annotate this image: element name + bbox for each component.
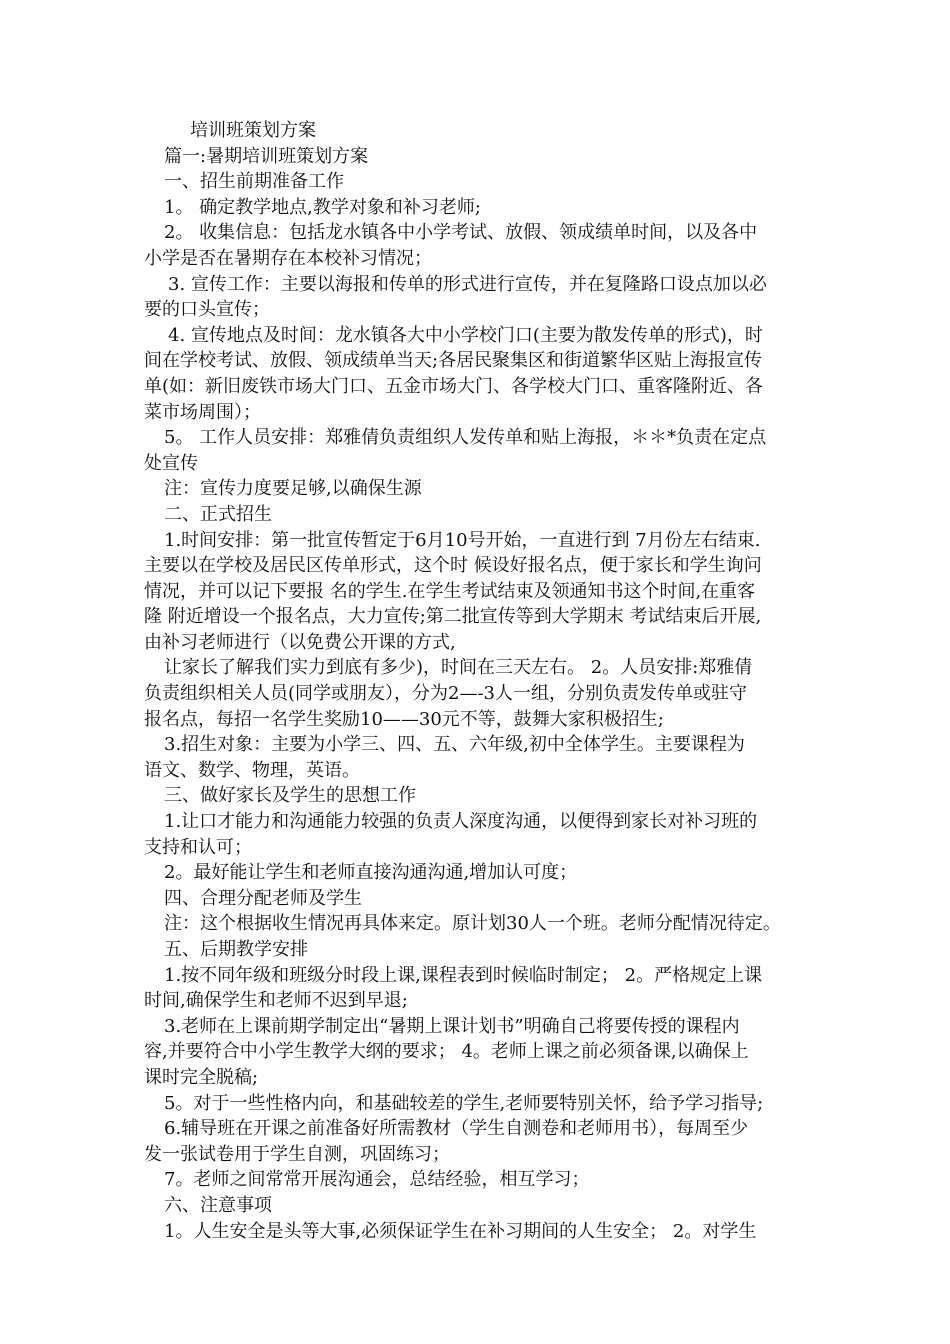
text-line: 情况，并可以记下要报 名的学生.在学生考试结束及领通知书这个时间,在重客 bbox=[144, 580, 756, 602]
text-line: 6.辅导班在开课之前准备好所需教材（学生自测卷和老师用书），每周至少 bbox=[164, 1118, 749, 1140]
text-line: 五、后期教学安排 bbox=[164, 939, 308, 960]
document-body bbox=[144, 144, 820, 1245]
text-line: 由补习老师进行（以免费公开课的方式, bbox=[144, 631, 456, 653]
text-line: 2。最好能让学生和老师直接沟通沟通,增加认可度； bbox=[164, 862, 578, 884]
text-line: 隆 附近增设一个报名点，大力宣传;第二批宣传等到大学期末 考试结束后开展, bbox=[144, 606, 762, 628]
text-line: 2。 收集信息：包括龙水镇各中小学考试、放假、领成绩单时间，以及各中 bbox=[164, 222, 758, 244]
text-line: 间在学校考试、放假、领成绩单当天;各居民聚集区和街道繁华区贴上海报宣传 bbox=[144, 350, 763, 372]
text-line: 菜市场周围）； bbox=[144, 401, 261, 423]
text-line: 单(如：新旧废铁市场大门口、五金市场大门、各学校大门口、重客隆附近、各 bbox=[144, 375, 764, 397]
text-line: 一、招生前期准备工作 bbox=[164, 171, 344, 193]
text-line: 5。 工作人员安排：郑雅倩负责组织人发传单和贴上海报，＊＊*负责在定点 bbox=[164, 427, 767, 449]
text-line: 1。 确定教学地点,教学对象和补习老师; bbox=[164, 196, 481, 218]
text-line: 报名点，每招一名学生奖励10——30元不等，鼓舞大家积极招生; bbox=[144, 708, 664, 730]
text-line: 小学是否在暑期存在本校补习情况； bbox=[144, 247, 432, 269]
text-line: 要的口头宣传； bbox=[144, 299, 270, 321]
text-line: 负责组织相关人员(同学或朋友），分为2—-3人一组，分别负责发传单或驻守 bbox=[144, 683, 748, 705]
text-line: 1。人生安全是头等大事,必须保证学生在补习期间的人生安全； 2。对学生 bbox=[164, 1220, 757, 1242]
text-line: 语文、数学、物理，英语。 bbox=[144, 759, 360, 781]
text-line: 四、合理分配老师及学生 bbox=[164, 887, 362, 909]
text-line: 让家长了解我们实力到底有多少)，时间在三天左右。 2。人员安排:郑雅倩 bbox=[164, 657, 753, 679]
document-title: 培训班策划方案 bbox=[190, 120, 316, 141]
text-line: 3.招生对象：主要为小学三、四、五、六年级,初中全体学生。主要课程为 bbox=[164, 734, 745, 756]
text-line: 时间,确保学生和老师不迟到早退; bbox=[144, 990, 408, 1012]
text-line: 支持和认可； bbox=[144, 836, 252, 858]
text-line: 主要以在学校及居民区传单形式，这个时 候设好报名点，便于家长和学生询问 bbox=[144, 555, 762, 577]
text-line: 容,并要符合中小学生教学大纲的要求； 4。老师上课之前必须备课,以确保上 bbox=[144, 1041, 749, 1063]
text-line: 六、注意事项 bbox=[164, 1194, 272, 1216]
text-line: 3.老师在上课前期学制定出“暑期上课计划书”明确自己将要传授的课程内 bbox=[164, 1015, 740, 1037]
text-line: 注：这个根据收生情况再具体来定。原计划30人一个班。老师分配情况待定。 bbox=[164, 913, 781, 935]
text-line: 3. 宣传工作：主要以海报和传单的形式进行宣传，并在复隆路口设点加以必 bbox=[168, 273, 767, 295]
text-line: 注：宣传力度要足够,以确保生源 bbox=[164, 478, 422, 500]
document-page bbox=[144, 118, 820, 1244]
text-line: 5。对于一些性格内向，和基础较差的学生,老师要特别关怀，给予学习指导; bbox=[164, 1092, 764, 1114]
text-line: 三、做好家长及学生的思想工作 bbox=[164, 785, 416, 807]
text-line: 二、正式招生 bbox=[164, 503, 272, 525]
text-line: 1.按不同年级和班级分时段上课,课程表到时候临时制定； 2。严格规定上课 bbox=[164, 964, 763, 986]
text-line: 课时完全脱稿; bbox=[144, 1066, 259, 1088]
text-line: 发一张试卷用于学生自测，巩固练习； bbox=[144, 1143, 450, 1165]
text-line: 篇一:暑期培训班策划方案 bbox=[164, 145, 369, 167]
text-line: 4. 宣传地点及时间：龙水镇各大中小学校门口(主要为散发传单的形式)，时 bbox=[168, 324, 763, 346]
text-line: 1.时间安排：第一批宣传暂定于6月10号开始，一直进行到 7月份左右结束. bbox=[164, 529, 761, 551]
text-line: 处宣传 bbox=[144, 452, 198, 474]
text-line: 7。老师之间常常开展沟通会，总结经验，相互学习； bbox=[164, 1169, 590, 1191]
text-line: 1.让口才能力和沟通能力较强的负责人深度沟通，以便得到家长对补习班的 bbox=[164, 811, 758, 833]
